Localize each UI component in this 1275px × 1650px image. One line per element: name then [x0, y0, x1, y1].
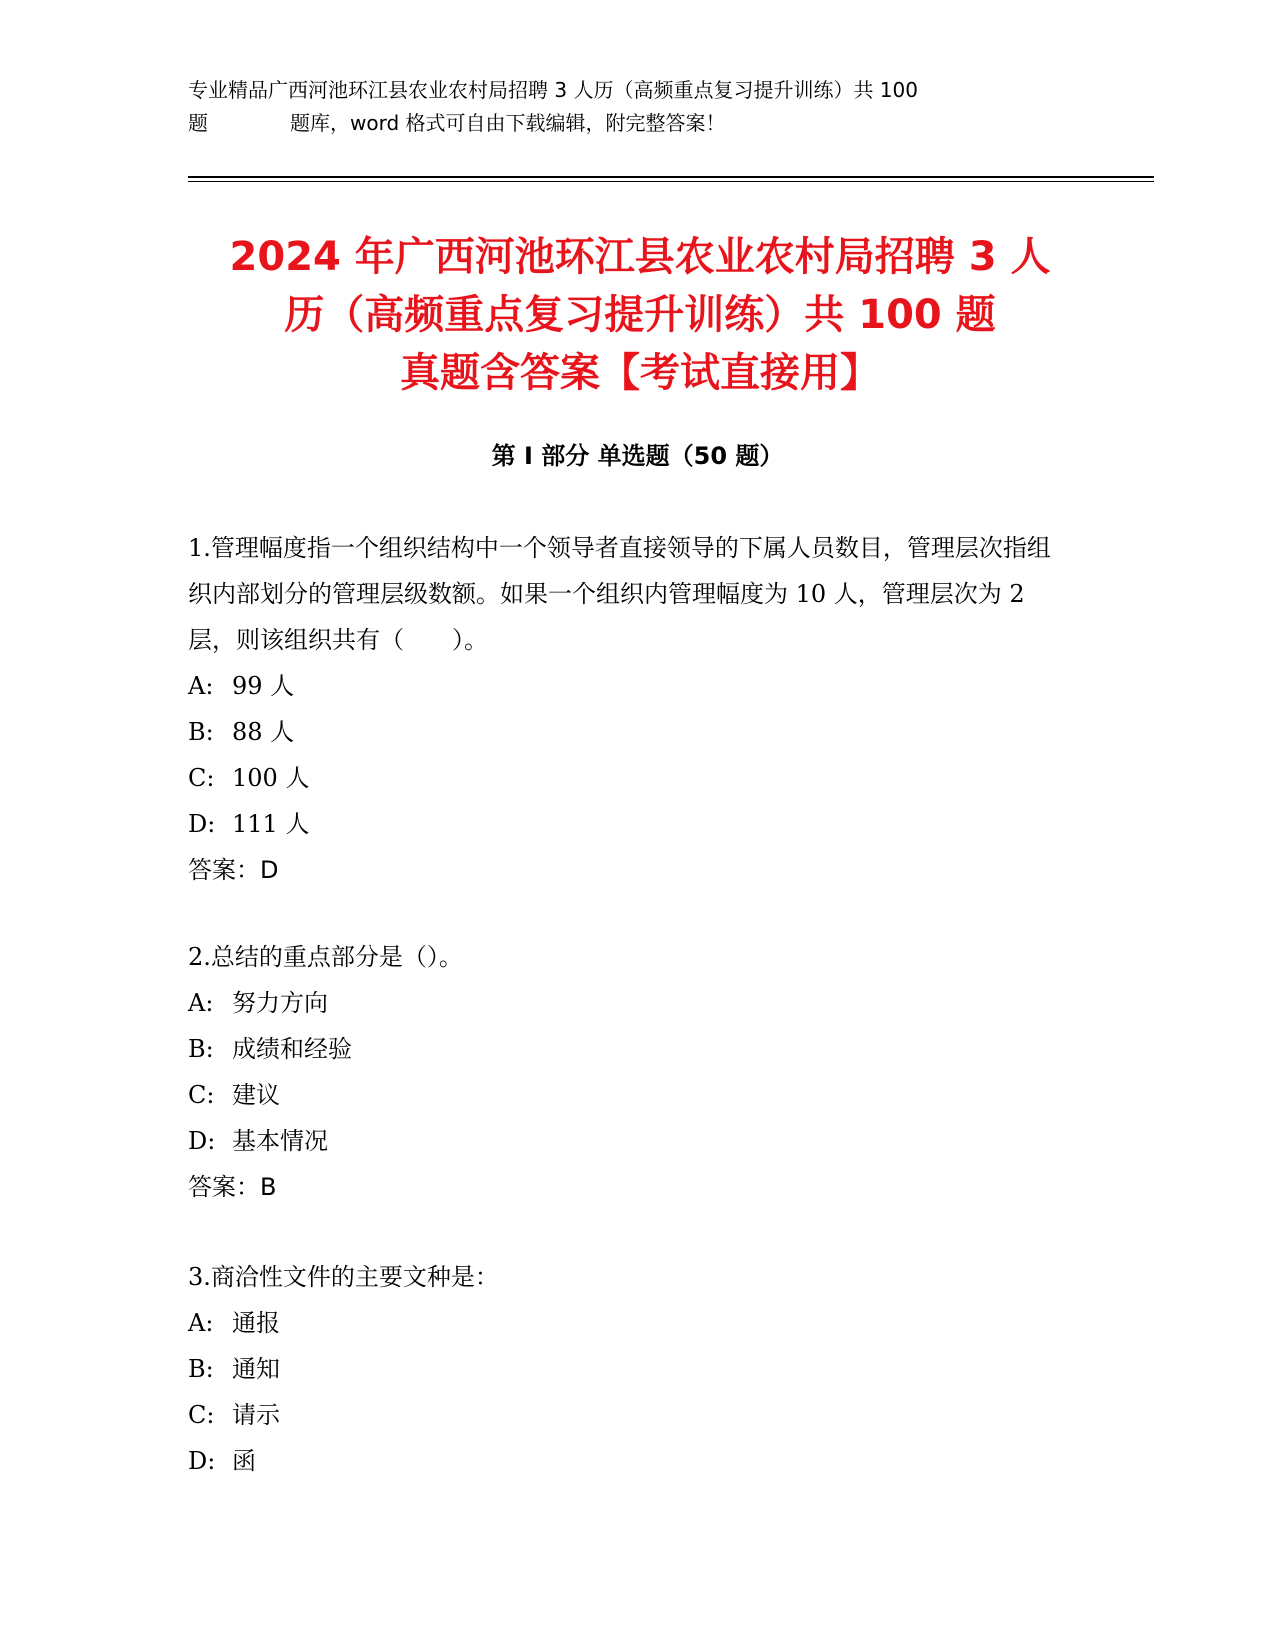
- option-b: [188, 1346, 1068, 1392]
- header-note-line-2: [188, 107, 1088, 140]
- question-stem: 2.总结的重点部分是（）。: [188, 943, 463, 971]
- option-key: C:: [188, 764, 215, 792]
- option-d: [188, 801, 1068, 847]
- option-key: A:: [188, 989, 214, 1017]
- option-key: A:: [188, 1309, 214, 1337]
- option-text: 99 人: [232, 672, 295, 700]
- section-title: 第 I 部分 单选题（50 题）: [491, 442, 784, 470]
- option-b: [188, 1026, 1068, 1072]
- header-divider-thin: [188, 181, 1154, 182]
- answer-line: 答案：D: [188, 856, 279, 884]
- title-line-3: 真题含答案【考试直接用】: [400, 350, 880, 396]
- option-key: A:: [188, 672, 214, 700]
- option-c: [188, 1072, 1068, 1118]
- option-key: B:: [188, 1355, 214, 1383]
- document-title: [160, 228, 1120, 402]
- title-line-1: 2024 年广西河池环江县农业农村局招聘 3 人: [229, 234, 1051, 280]
- header-note: [188, 74, 1088, 140]
- option-a: [188, 980, 1068, 1026]
- header-note-line-1: 专业精品广西河池环江县农业农村局招聘 3 人历（高频重点复习提升训练）共 100: [188, 78, 918, 102]
- option-text: 100 人: [232, 764, 310, 792]
- option-key: B:: [188, 1035, 214, 1063]
- header-note-rest: 题库，word 格式可自由下载编辑，附完整答案！: [290, 111, 726, 135]
- option-key: C:: [188, 1401, 215, 1429]
- option-text: 请示: [232, 1401, 280, 1429]
- option-a: [188, 663, 1068, 709]
- question-2: [188, 934, 1068, 1210]
- option-key: D:: [188, 810, 216, 838]
- question-1: [188, 525, 1068, 893]
- question-stem: 1.管理幅度指一个组织结构中一个领导者直接领导的下属人员数目，管理层次指组织内部划分的管理层级数额。如果一个组织内管理幅度为 10 人，管理层次为 2 层，则该组织共有（ ）。: [188, 534, 1051, 654]
- option-key: D:: [188, 1447, 216, 1475]
- option-text: 成绩和经验: [232, 1035, 352, 1063]
- option-c: [188, 755, 1068, 801]
- question-stem: 3.商洽性文件的主要文种是：: [188, 1263, 499, 1291]
- title-line-2: 历（高频重点复习提升训练）共 100 题: [284, 292, 996, 338]
- option-key: C:: [188, 1081, 215, 1109]
- option-text: 通知: [232, 1355, 280, 1383]
- header-note-lead: 题: [188, 111, 208, 135]
- answer-line: 答案：B: [188, 1173, 277, 1201]
- option-text: 建议: [232, 1081, 280, 1109]
- option-c: [188, 1392, 1068, 1438]
- option-text: 努力方向: [232, 989, 328, 1017]
- option-d: [188, 1438, 1068, 1484]
- option-a: [188, 1300, 1068, 1346]
- option-text: 88 人: [232, 718, 295, 746]
- option-text: 111 人: [232, 810, 310, 838]
- header-divider-thick: [188, 176, 1154, 178]
- question-3: [188, 1254, 1068, 1484]
- option-text: 基本情况: [232, 1127, 328, 1155]
- option-key: D:: [188, 1127, 216, 1155]
- option-b: [188, 709, 1068, 755]
- option-d: [188, 1118, 1068, 1164]
- option-text: 通报: [232, 1309, 280, 1337]
- option-key: B:: [188, 718, 214, 746]
- option-text: 函: [232, 1447, 256, 1475]
